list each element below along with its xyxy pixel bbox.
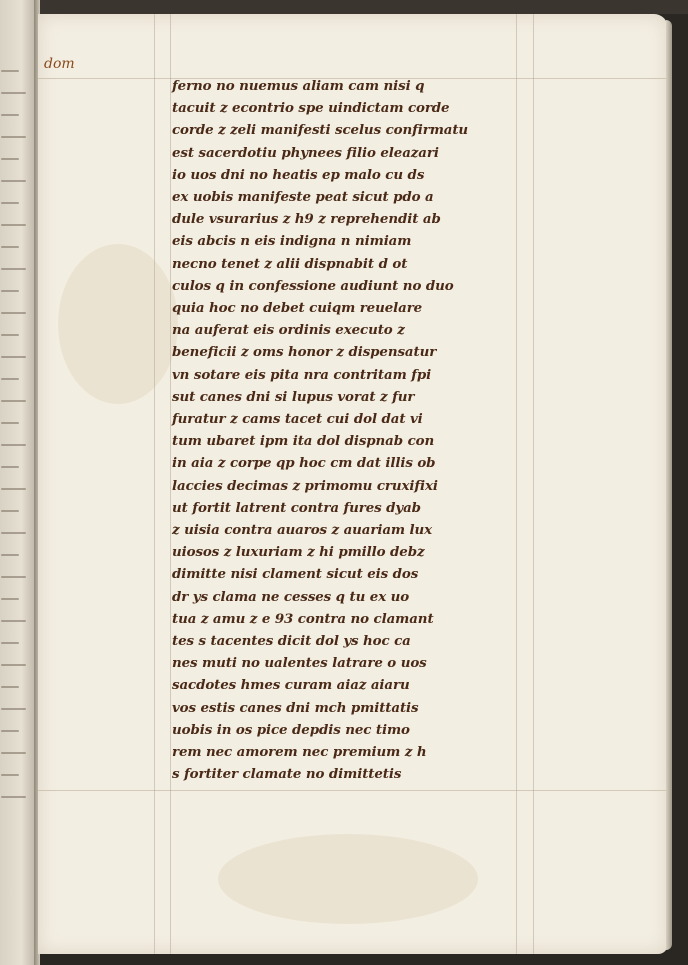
facing-page-text-stroke [1, 114, 19, 116]
manuscript-line: necno tenet z alii dispnabit d ot [172, 255, 408, 272]
facing-page-text-stroke [1, 642, 19, 644]
manuscript-line: na auferat eis ordinis executo z [172, 322, 405, 339]
manuscript-line: eis abcis n eis indigna n nimiam [172, 233, 412, 250]
manuscript-line: quia hoc no debet cuiqm reuelare [172, 300, 423, 316]
manuscript-line: tacuit z econtrio spe uindictam corde [172, 100, 450, 117]
facing-page-text-stroke [1, 598, 19, 600]
manuscript-line: sut canes dni si lupus vorat z fur [172, 388, 415, 405]
facing-page-text-stroke [1, 488, 26, 490]
facing-page-text-stroke [1, 202, 19, 204]
manuscript-line: uobis in os pice depdis nec timo [172, 721, 410, 738]
facing-page-text-stroke [1, 400, 26, 402]
manuscript-line: vn sotare eis pita nra contritam fpi [172, 366, 432, 383]
manuscript-line: vos estis canes dni mch pmittatis [172, 699, 419, 716]
dark-background-top [0, 0, 688, 14]
facing-page-text-stroke [1, 224, 26, 226]
parchment-stain [58, 244, 178, 404]
manuscript-line: ut fortit latrent contra fures dyab [172, 499, 421, 516]
facing-page-text-stroke [1, 466, 19, 468]
facing-page-text-stroke [1, 422, 19, 424]
facing-page-text-stroke [1, 312, 26, 314]
manuscript-line: dule vsurarius z h9 z reprehendit ab [172, 211, 441, 228]
manuscript-line: in aia z corpe qp hoc cm dat illis ob [172, 455, 436, 472]
facing-page-text-stroke [1, 444, 26, 446]
manuscript-line: rem nec amorem nec premium z h [172, 744, 427, 760]
facing-page-text-stroke [1, 334, 19, 336]
facing-page-text-stroke [1, 290, 19, 292]
ruling-horizontal-bottom [38, 790, 666, 791]
manuscript-line: tua z amu z e 93 contra no clamant [172, 610, 434, 627]
facing-page-text-stroke [1, 356, 26, 358]
facing-page-text-stroke [1, 730, 19, 732]
facing-page-text-stroke [1, 752, 26, 754]
facing-page-text-stroke [1, 378, 19, 380]
manuscript-line: sacdotes hmes curam aiaz aiaru [172, 677, 410, 694]
facing-page-text-stroke [1, 686, 19, 688]
manuscript-line: s fortiter clamate no dimittetis [172, 766, 402, 783]
facing-page-text-stroke [1, 796, 26, 798]
manuscript-line: culos q in confessione audiunt no duo [172, 277, 454, 294]
facing-page-text-stroke [1, 576, 26, 578]
facing-page-text-stroke [1, 510, 19, 512]
parchment-stain [218, 834, 478, 924]
page-fore-edge [666, 20, 672, 950]
manuscript-line: furatur z cams tacet cui dol dat vi [172, 411, 423, 427]
manuscript-line: tum ubaret ipm ita dol dispnab con [172, 433, 435, 450]
manuscript-line: est sacerdotiu phynees filio eleazari [172, 144, 439, 161]
facing-page-text-stroke [1, 92, 26, 94]
manuscript-line: nes muti no ualentes latrare o uos [172, 655, 427, 672]
manuscript-line: beneficii z oms honor z dispensatur [172, 344, 437, 361]
margin-catchword: dom [44, 56, 75, 72]
facing-page-text-stroke [1, 774, 19, 776]
facing-page-text-stroke [1, 620, 26, 622]
ruling-vertical-right-inner [516, 14, 517, 954]
manuscript-line: z uisia contra auaros z auariam lux [172, 522, 433, 538]
manuscript-line: tes s tacentes dicit dol ys hoc ca [172, 633, 411, 649]
facing-page-text-stroke [1, 708, 26, 710]
manuscript-line: dimitte nisi clament sicut eis dos [172, 566, 419, 583]
manuscript-line: laccies decimas z primomu cruxifixi [172, 477, 438, 494]
manuscript-line: uiosos z luxuriam z hi pmillo debz [172, 544, 425, 561]
facing-page-text-stroke [1, 554, 19, 556]
facing-page-text-stroke [1, 532, 26, 534]
manuscript-line: corde z zeli manifesti scelus confirmatu [172, 122, 469, 139]
facing-page-text-stroke [1, 158, 19, 160]
facing-page-text-stroke [1, 268, 26, 270]
facing-page-text-stroke [1, 136, 26, 138]
facing-page-text-stroke [1, 664, 26, 666]
facing-page-text-stroke [1, 70, 19, 72]
manuscript-line: io uos dni no heatis ep malo cu ds [172, 166, 425, 183]
left-page-edge [0, 0, 36, 965]
manuscript-line: ex uobis manifeste peat sicut pdo a [172, 189, 434, 205]
ruling-vertical-right-outer [533, 14, 534, 954]
facing-page-text-stroke [1, 246, 19, 248]
ruling-vertical-left-inner [170, 14, 171, 954]
facing-page-text-stroke [1, 180, 26, 182]
manuscript-line: ferno no nuemus aliam cam nisi q [172, 78, 425, 94]
manuscript-line: dr ys clama ne cesses q tu ex uo [172, 588, 410, 605]
ruling-vertical-left-outer [154, 14, 155, 954]
